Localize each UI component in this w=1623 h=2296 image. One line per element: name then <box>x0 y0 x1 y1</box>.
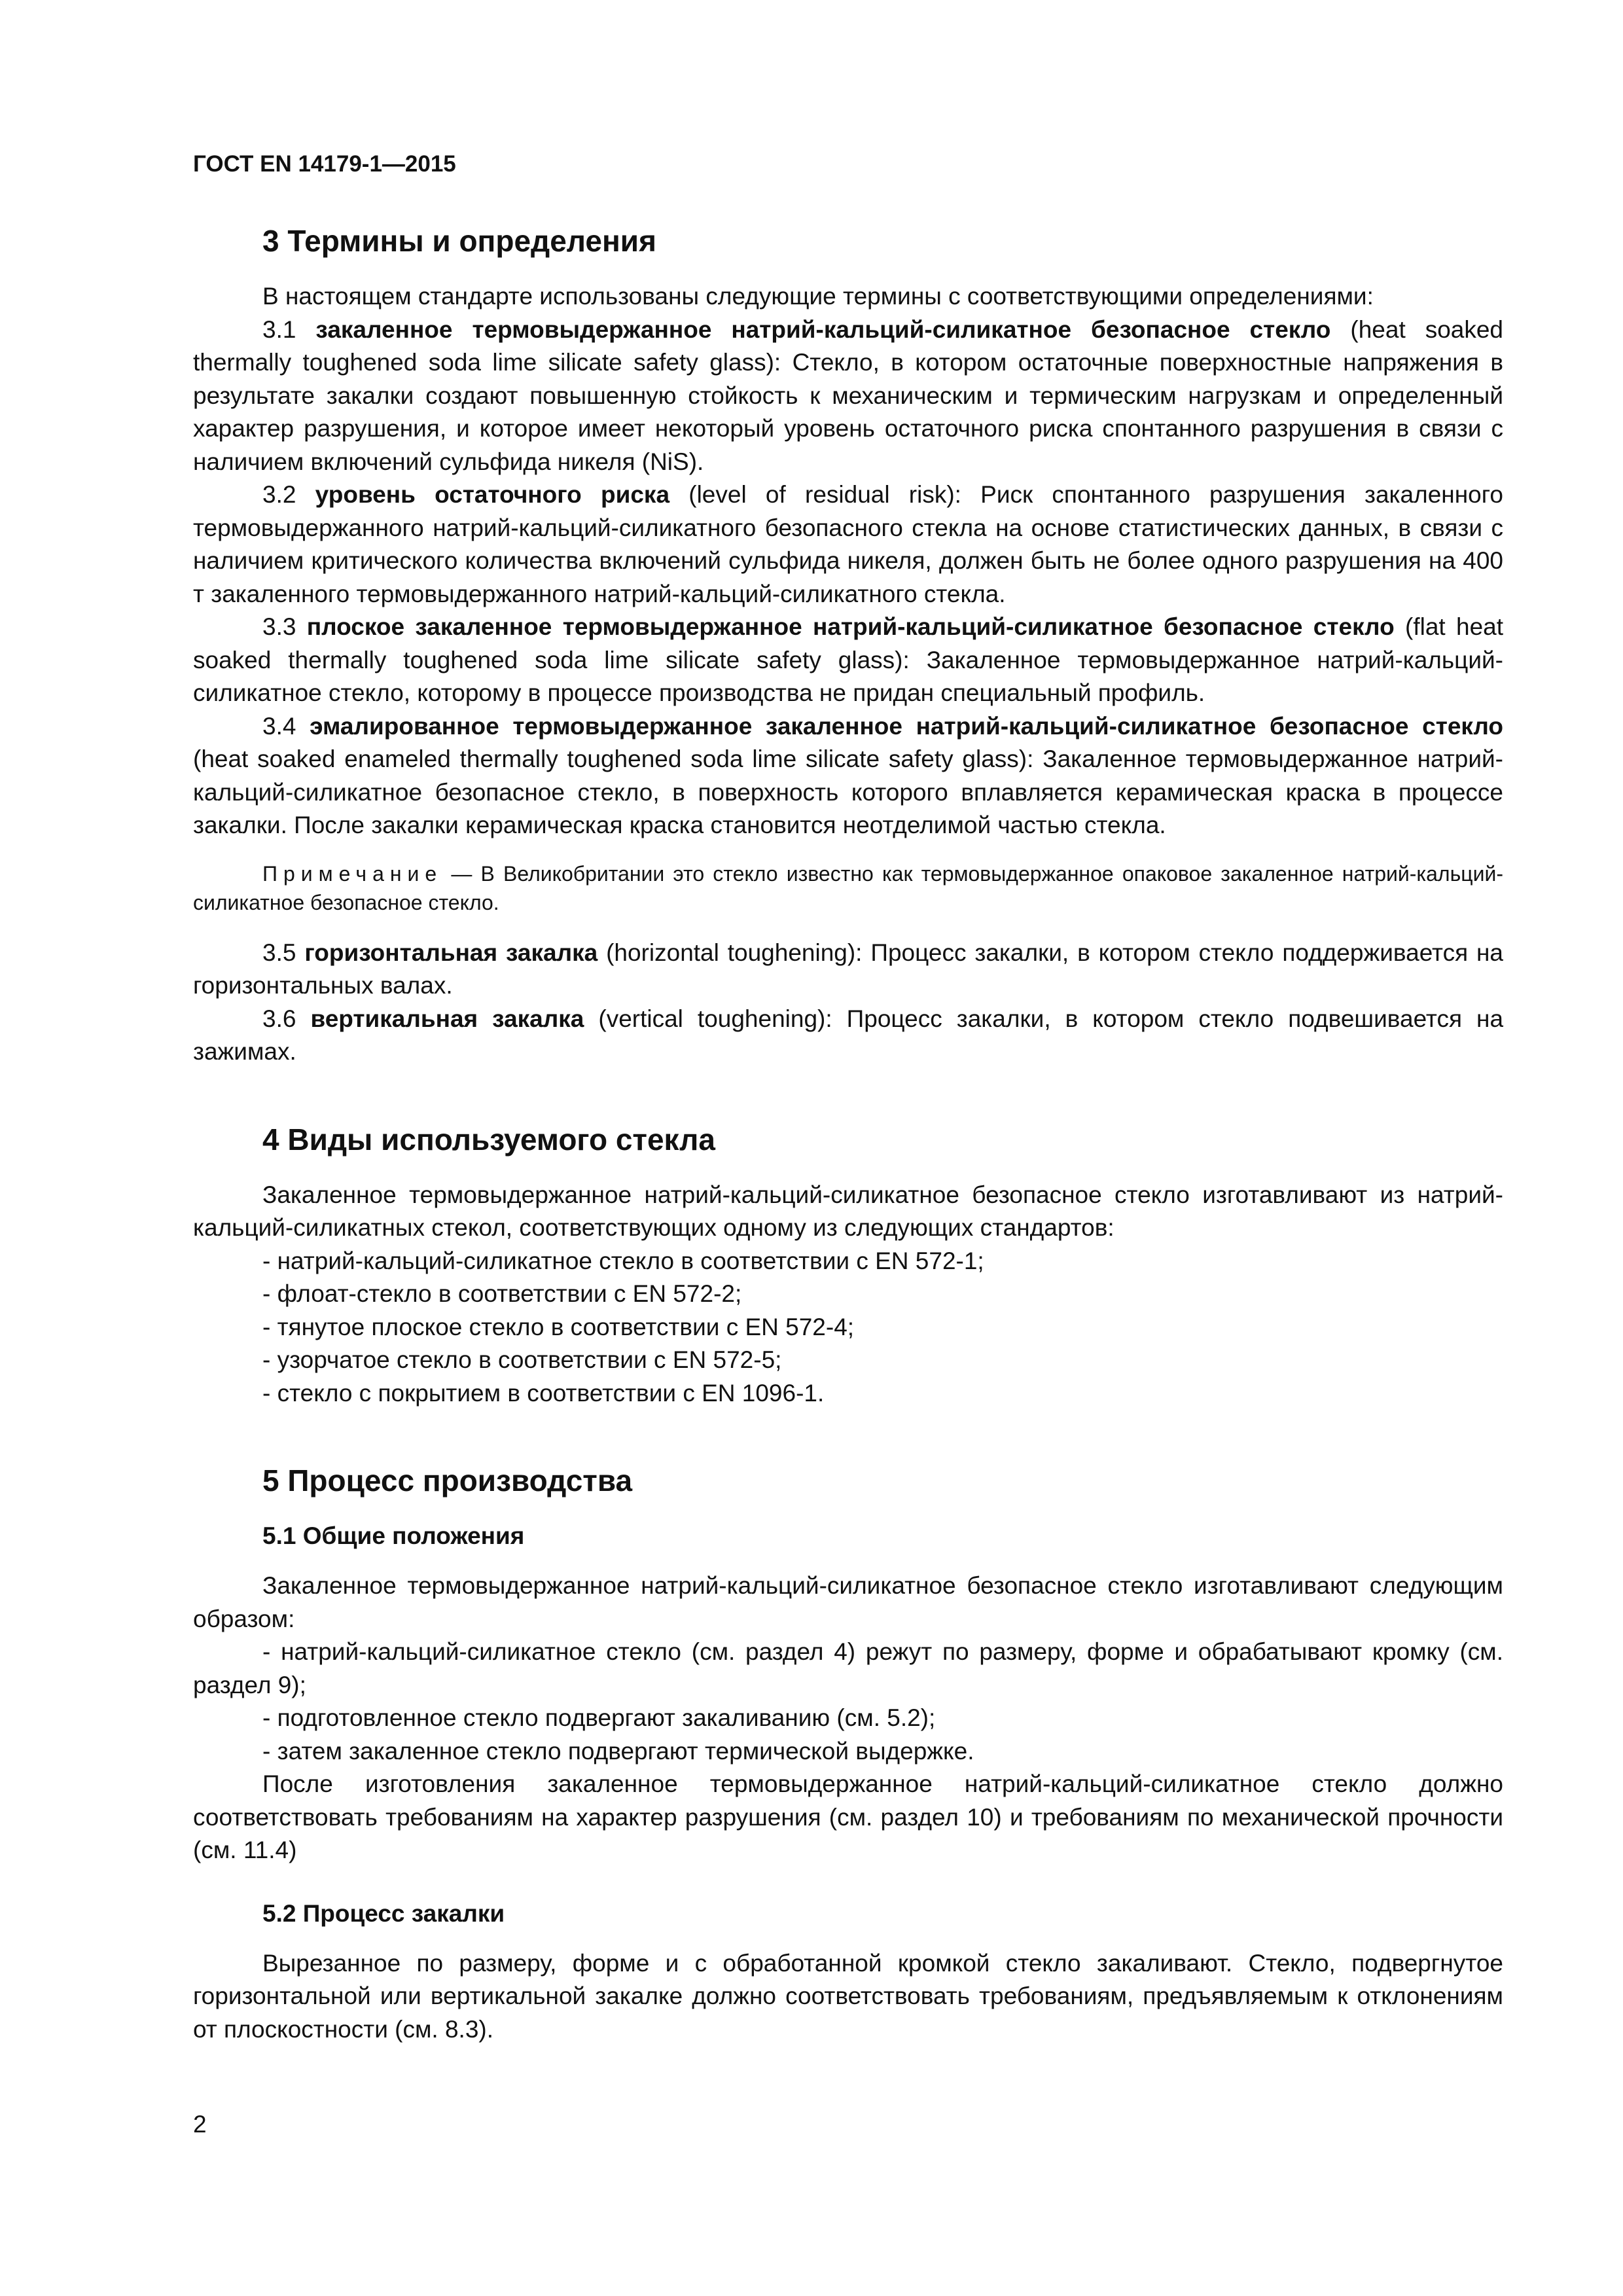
section-4-title: 4 Виды используемого стекла <box>262 1122 715 1157</box>
term-3-4 <box>193 710 1503 842</box>
list-item: - натрий-кальций-силикатное стекло в соответствии с EN 572-1; <box>262 1247 984 1274</box>
term-number: 3.1 <box>262 315 296 343</box>
term-name: плоское закаленное термовыдержанное натрий-кальций-силикатное безопасное стекло <box>306 613 1395 640</box>
note-text: — В Великобритании это стекло известно как термовыдержанное опаковое закаленное натрий-кальций-силикатное безопасное стекло. <box>193 861 1503 914</box>
term-number: 3.2 <box>262 481 296 508</box>
list-item: - стекло с покрытием в соответствии с EN 1096-1. <box>262 1379 825 1407</box>
document-code: ГОСТ EN 14179-1—2015 <box>193 151 456 177</box>
subsection-5-2-text: Вырезанное по размеру, форме и с обработанной кромкой стекло закаливают. Стекло, подвергнутое горизонтальной или вертикальной закалке должно соответствовать требованиям, предъявляемым к отклонениям от плоскостности (см. 8.3). <box>193 1949 1503 2043</box>
term-3-5 <box>193 937 1503 1003</box>
subsection-5-1-title: 5.1 Общие положения <box>262 1522 525 1549</box>
term-number: 3.4 <box>262 712 296 740</box>
term-name: вертикальная закалка <box>310 1005 584 1032</box>
term-definition: (horizontal toughening): Процесс закалки, в котором стекло поддерживается на горизонтальных валах. <box>193 939 1504 999</box>
term-definition: (flat heat soaked thermally toughened soda lime silicate safety glass): Закаленное термовыдержанное натрий-кальций-силикатное стекло, которому в процессе производства не придан специальный профиль. <box>193 613 1504 706</box>
term-definition: (heat soaked thermally toughened soda lime silicate safety glass): Стекло, в котором остаточные поверхностные напряжения в результате закалки создают повышенную стойкость к механическим и термическим нагрузкам и определенный характер разрушения, и которое имеет некоторый уровень остаточного риска спонтанного разрушения в связи с наличием включений сульфида никеля (NiS). <box>193 315 1504 475</box>
term-name: закаленное термовыдержанное натрий-кальций-силикатное безопасное стекло <box>315 315 1331 343</box>
list-item: - флоат-стекло в соответствии с EN 572-2; <box>262 1280 742 1307</box>
term-name: уровень остаточного риска <box>315 481 670 508</box>
term-definition: (level of residual risk): Риск спонтанного разрушения закаленного термовыдержанного натрий-кальций-силикатного безопасного стекла на основе статистических данных, в связи с наличием критического количества включений сульфида никеля, должен быть не более одного разрушения на 400 т закаленного термовыдержанного натрий-кальций-силикатного стекла. <box>193 481 1503 607</box>
term-number: 3.5 <box>262 939 296 966</box>
note <box>193 859 1503 917</box>
section-3-title: 3 Термины и определения <box>262 224 656 258</box>
list-item: - затем закаленное стекло подвергают термической выдержке. <box>262 1737 974 1765</box>
list-item: - тянутое плоское стекло в соответствии с EN 572-4; <box>262 1313 855 1340</box>
term-3-6 <box>193 1003 1503 1069</box>
term-name: горизонтальная закалка <box>304 939 598 966</box>
section-5-title: 5 Процесс производства <box>262 1463 633 1498</box>
list-item: - натрий-кальций-силикатное стекло (см. раздел 4) режут по размеру, форме и обрабатывают кромку (см. раздел 9); <box>193 1638 1503 1698</box>
list-item: - подготовленное стекло подвергают закаливанию (см. 5.2); <box>262 1704 936 1731</box>
term-definition: (heat soaked enameled thermally toughened soda lime silicate safety glass): Закаленное термовыдержанное натрий-кальций-силикатное безопасное стекло, в поверхность которого вплавляется керамическая краска в процессе закалки. После закалки керамическая краска становится неотделимой частью стекла. <box>193 745 1503 838</box>
subsection-5-1-after: После изготовления закаленное термовыдержанное натрий-кальций-силикатное стекло должно соответствовать требованиям на характер разрушения (см. раздел 10) и требованиям по механической прочности (см. 11.4) <box>193 1770 1503 1863</box>
term-3-2 <box>193 478 1503 611</box>
term-3-1 <box>193 314 1503 479</box>
term-number: 3.6 <box>262 1005 296 1032</box>
subsection-5-1-intro: Закаленное термовыдержанное натрий-кальций-силикатное безопасное стекло изготавливают следующим образом: <box>193 1572 1503 1632</box>
subsection-5-2-title: 5.2 Процесс закалки <box>262 1899 505 1927</box>
term-definition: (vertical toughening): Процесс закалки, в котором стекло подвешивается на зажимах. <box>193 1005 1504 1065</box>
term-name: эмалированное термовыдержанное закаленное натрий-кальций-силикатное безопасное стекло <box>310 712 1503 740</box>
section-4-intro: Закаленное термовыдержанное натрий-кальций-силикатное безопасное стекло изготавливают из натрий-кальций-силикатных стекол, соответствующих одному из следующих стандартов: <box>193 1181 1503 1241</box>
note-label: Примечание <box>262 861 443 886</box>
list-item: - узорчатое стекло в соответствии с EN 572-5; <box>262 1346 782 1373</box>
section-3-intro: В настоящем стандарте использованы следующие термины с соответствующими определениями: <box>262 283 1374 310</box>
page-number: 2 <box>193 2111 207 2138</box>
term-number: 3.3 <box>262 613 296 640</box>
term-3-3 <box>193 611 1503 710</box>
